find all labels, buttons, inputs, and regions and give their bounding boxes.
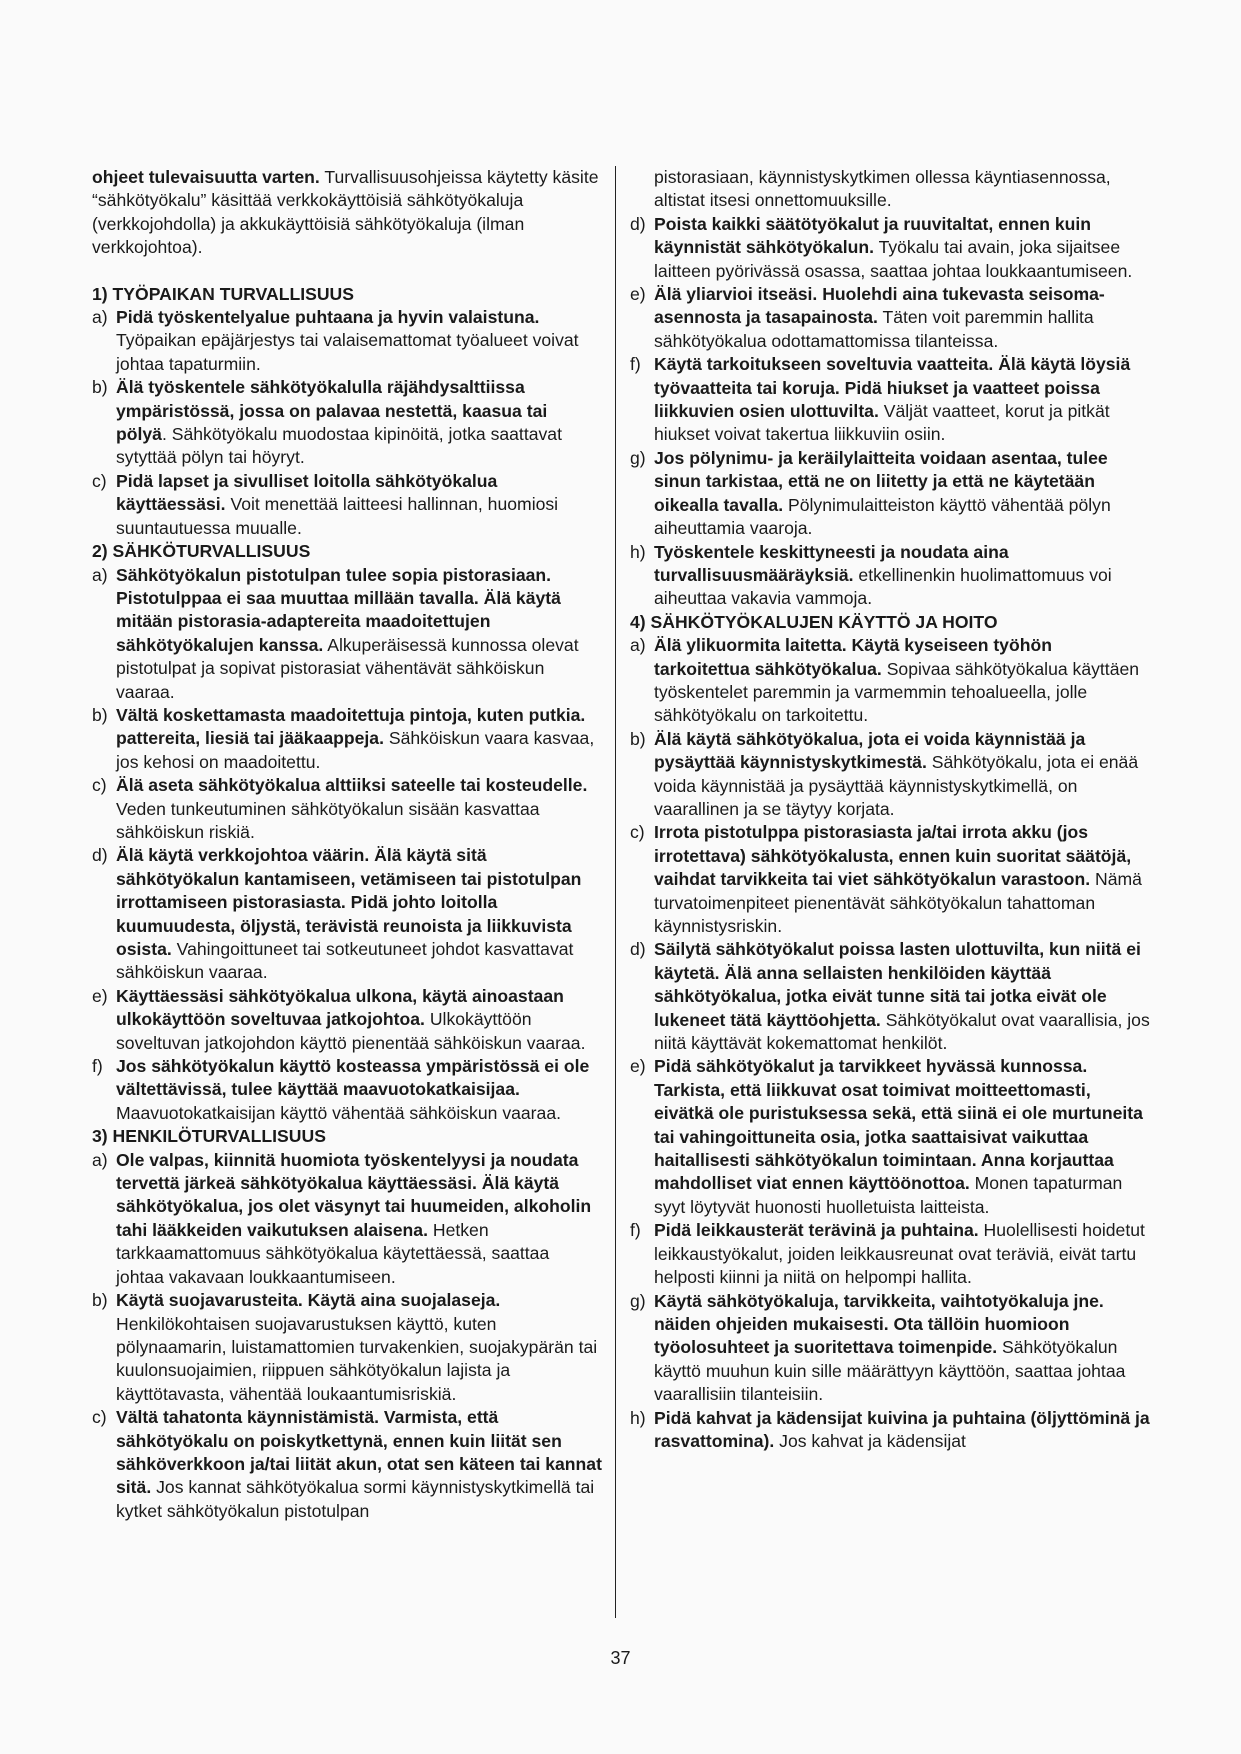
list-item (630, 541, 1152, 611)
item-text (654, 213, 1152, 283)
intro-paragraph: ohjeet tulevaisuutta varten. Turvallisuusohjeissa käytetty käsite “sähkötyökalu” käsittää verkkokäyttöisiä sähkötyökaluja (verkkojohdolla) ja akkukäyttöisiä sähkötyökaluja (ilman verkkojohtoa). (92, 167, 599, 258)
item-bold-text: Vältä koskettamasta maadoitettuja pintoja, kuten putkia. pattereita, liesiä tai jääkaappeja. (116, 704, 586, 749)
item-text (654, 447, 1152, 541)
item-label: a) (92, 564, 108, 585)
item-text (654, 634, 1152, 728)
item-label: c) (92, 1407, 107, 1428)
list-item (92, 306, 602, 376)
continuation-text (630, 166, 1152, 213)
item-body-text: Maavuotokatkaisijan käyttö vähentää sähköiskun vaaraa. (116, 1102, 561, 1123)
list-item (630, 938, 1152, 1055)
item-body-text: Sopivaa sähkötyökalua käyttäen työskentelet paremmin ja varmemmin tehoalueella, jolle sähkötyökalu on tarkoitettu. (654, 658, 1140, 726)
list-item (630, 1055, 1152, 1219)
item-body-text: Monen tapaturman syyt löytyvät huonosti huolletuista laitteista. (654, 1173, 1123, 1217)
right-column (630, 166, 1152, 1453)
item-text (116, 844, 602, 984)
item-label: f) (630, 354, 641, 375)
item-bold-text: Älä ylikuormita laitetta. Käytä kyseiseen työhön tarkoitettua sähkötyökalua. (654, 635, 1052, 679)
item-body-text: Sähkötyökalu, jota ei enää voida käynnistää ja pysäyttää käynnistyskytkimellä, on vaarallinen ja se täytyy korjata. (654, 752, 1139, 819)
list-item (630, 634, 1152, 728)
item-label: g) (630, 447, 646, 468)
list-item (92, 704, 602, 774)
list-item (92, 1055, 602, 1125)
item-label: a) (92, 307, 108, 328)
item-body-text: Henkilökohtaisen suojavarustuksen käyttö, kuten pölynaamarin, luistamattomien turvakenkien, suojakypärän tai kuulonsuojaimien, riippuen sähkötyökalun lajista ja käyttötavasta, vähentää loukaantumisriskiä. (116, 1313, 598, 1404)
item-bold-text: Pidä lapset ja sivulliset loitolla sähkötyökalua käyttäessäsi. (116, 470, 498, 515)
item-bold-text: Käytä suojavarusteita. Käytä aina suojalaseja. (116, 1290, 501, 1311)
list-item (630, 1290, 1152, 1407)
list-item (92, 1289, 602, 1406)
item-text (116, 985, 602, 1055)
item-bold-text: Pidä kahvat ja kädensijat kuivina ja puhtaina (öljyttöminä ja rasvattomina). (654, 1407, 1150, 1451)
manual-page (92, 166, 1150, 1606)
list-item (630, 821, 1152, 938)
item-body-text: Jos kahvat ja kädensijat (774, 1430, 966, 1451)
list-item (92, 1406, 602, 1523)
item-text (654, 1055, 1152, 1219)
item-text (116, 774, 602, 844)
item-bold-text: Älä aseta sähkötyökalua alttiiksi sateelle tai kosteudelle. (116, 775, 588, 796)
section-items-electrical (92, 564, 602, 1126)
item-body-text: Veden tunkeutuminen sähkötyökalun sisään kasvattaa sähköiskun riskiä. (116, 798, 540, 842)
list-item (630, 283, 1152, 353)
item-text (116, 564, 602, 704)
item-bold-text: Säilytä sähkötyökalut poissa lasten ulottuvilta, kun niitä ei käytetä. Älä anna sellaisten henkilöiden käyttää sähkötyökalua, jotka eivät tunne sitä tai jotka eivät ole lukeneet tätä käyttöohjetta. (654, 939, 1141, 1030)
item-text (116, 376, 602, 470)
item-text (654, 541, 1152, 611)
item-body-text: Sähkötyökalut ovat vaarallisia, jos niitä käyttävät kokemattomat henkilöt. (654, 1009, 1150, 1054)
item-body-text: Nämä turvatoimenpiteet pienentävät sähkötyökalun tahattoman käynnistysriskin. (654, 869, 1142, 936)
item-label: a) (630, 635, 646, 656)
item-bold-text: Älä työskentele sähkötyökalulla räjähdysalttiissa ympäristössä, jossa on palavaa nestettä, kaasua tai pölyä (116, 377, 548, 445)
item-body-text: etkellinenkin huolimattomuus voi aiheuttaa vakavia vammoja. (654, 564, 1112, 609)
list-item (630, 213, 1152, 283)
item-label: g) (630, 1290, 646, 1311)
item-body-text: Työpaikan epäjärjestys tai valaisemattomat työalueet voivat johtaa tapaturmiin. (116, 330, 579, 374)
item-text (116, 1289, 602, 1406)
list-item (630, 1407, 1152, 1454)
item-label: c) (92, 775, 107, 796)
item-bold-text: Työskentele keskittyneesti ja noudata aina turvallisuusmääräyksiä. (654, 541, 1009, 585)
item-text (116, 470, 602, 540)
item-text (654, 353, 1152, 447)
item-text (654, 728, 1152, 822)
item-text (654, 283, 1152, 353)
list-item (92, 564, 602, 704)
item-body-text: Ulkokäyttöön soveltuvan jatkojohdon käyttö pienentää sähköiskun vaaraa. (116, 1009, 586, 1053)
item-body-text: Sähkötyökalun käyttö muuhun kuin sille määrättyyn käyttöön, saattaa johtaa vaarallisiin tilanteisiin. (654, 1337, 1126, 1405)
item-label: c) (630, 822, 645, 843)
item-text (116, 1055, 602, 1125)
list-item (92, 470, 602, 540)
item-bold-text: Älä käytä verkkojohtoa väärin. Älä käytä sitä sähkötyökalun kantamiseen, vetämiseen tai pistotulpan irrottamiseen pistorasiasta. Pidä johto loitolla kuumuudesta, öljystä, terävistä reunoista ja liikkuvista osista. (116, 845, 582, 959)
item-label: h) (630, 1407, 646, 1428)
item-label: c) (92, 470, 107, 491)
item-body-text: Voit menettää laitteesi hallinnan, huomiosi suuntautuessa muualle. (116, 494, 559, 538)
item-label: d) (630, 213, 646, 234)
section-items-work-area (92, 306, 602, 540)
item-body-text: Pölynimulaitteiston käyttö vähentää pölyn aiheuttamia vaaroja. (654, 494, 1111, 539)
list-item (92, 985, 602, 1055)
item-text (654, 821, 1152, 938)
item-body-text: Huolellisesti hoidetut leikkaustyökalut, joiden leikkausreunat ovat teräviä, eivät tartu helposti kiinni ja niitä on helpompi hallita. (654, 1220, 1145, 1288)
section-items-tool-use (630, 634, 1152, 1453)
item-bold-text: Käytä sähkötyökaluja, tarvikkeita, vaihtotyökaluja jne. näiden ohjeiden mukaisesti. Ota tällöin huomioon työolosuhteet ja suoritettava toimenpide. (654, 1290, 1104, 1358)
item-bold-text: Sähkötyökalun pistotulpan tulee sopia pistorasiaan. Pistotulppaa ei saa muuttaa millään tavalla. Älä käytä mitään pistorasia-adaptereita maadoitettujen sähkötyökalujen kanssa. (116, 564, 561, 655)
item-bold-text: Ole valpas, kiinnitä huomiota työskentelyysi ja noudata tervettä järkeä sähkötyökalua käyttäessäsi. Älä käytä sähkötyökalua, jos olet väsynyt tai huumeiden, alkoholin tahi lääkkeiden vaikutuksen alaisena. (116, 1149, 592, 1240)
item-bold-text: Käyttäessäsi sähkötyökalua ulkona, käytä ainoastaan ulkokäyttöön soveltuvaa jatkojohtoa. (116, 985, 564, 1030)
item-text (116, 1149, 602, 1289)
item-bold-text: Älä käytä sähkötyökalua, jota ei voida käynnistää ja pysäyttää käynnistyskytkimestä. (654, 728, 1086, 773)
item-body-text: Täten voit paremmin hallita sähkötyökalua odottamattomissa tilanteissa. (654, 307, 1094, 351)
item-bold-text: Poista kaikki säätötyökalut ja ruuvitaltat, ennen kuin käynnistät sähkötyökalun. (654, 213, 1092, 258)
item-bold-text: Jos pölynimu- ja keräilylaitteita voidaan asentaa, tulee sinun tarkistaa, että ne on liitetty ja että ne käytetään oikealla tavalla. (654, 447, 1108, 515)
item-label: d) (92, 845, 108, 866)
item-label: e) (92, 985, 108, 1006)
item-label: b) (92, 704, 108, 725)
section-items-personal-cont (630, 213, 1152, 611)
section-heading-electrical: 2) SÄHKÖTURVALLISUUS (92, 541, 311, 562)
item-label: a) (92, 1149, 108, 1170)
item-bold-text: Vältä tahatonta käynnistämistä. Varmista, että sähkötyökalu on poiskytkettynä, ennen kuin liität sen sähköverkkoon ja/tai liität akun, otat sen käteen tai kannat sitä. (116, 1407, 602, 1498)
item-label: e) (630, 284, 646, 305)
item-body-text: Hetken tarkkaamattomuus sähkötyökalua käytettäessä, saattaa johtaa vakavaan loukkaantumiseen. (116, 1219, 550, 1287)
list-item (92, 774, 602, 844)
section-items-personal (92, 1149, 602, 1524)
item-label: b) (92, 1290, 108, 1311)
list-item (92, 844, 602, 984)
item-bold-text: Jos sähkötyökalun käyttö kosteassa ympäristössä ei ole vältettävissä, tulee käyttää maavuotokatkaisijaa. (116, 1056, 590, 1100)
item-body-text: Sähköiskun vaara kasvaa, jos kehosi on maadoitettu. (116, 728, 595, 772)
item-bold-text: Älä yliarvioi itseäsi. Huolehdi aina tukevasta seisoma-asennosta ja tasapainosta. (654, 284, 1105, 328)
item-bold-text: Irrota pistotulppa pistorasiasta ja/tai irrota akku (jos irrotettava) sähkötyökalusta, ennen kuin suoritat säätöjä, vaihdat tarvikkeita tai viet sähkötyökalun varastoon. (654, 822, 1132, 890)
item-text (116, 1406, 602, 1523)
item-label: b) (630, 728, 646, 749)
item-label: b) (92, 377, 108, 398)
item-text (654, 1407, 1152, 1454)
item-body-text: Työkalu tai avain, joka sijaitsee laitteen pyörivässä osassa, saattaa johtaa loukkaantumiseen. (654, 237, 1133, 281)
item-label: e) (630, 1056, 646, 1077)
list-item (92, 1149, 602, 1289)
list-item (630, 447, 1152, 541)
item-text (654, 1219, 1152, 1289)
item-text (116, 306, 602, 376)
section-heading-tool-use: 4) SÄHKÖTYÖKALUJEN KÄYTTÖ JA HOITO (630, 611, 998, 632)
item-label: f) (92, 1056, 103, 1077)
item-bold-text: Pidä sähkötyökalut ja tarvikkeet hyvässä kunnossa. Tarkista, että liikkuvat osat toimivat moitteettomasti, eivätkä ole puristuksessa sekä, että siinä ei ole murtuneita tai vahingoittuneita osia, jotka saattaisivat vaikuttaa haitallisesti sähkötyökalun toimintaan. Anna korjauttaa mahdolliset viat ennen käyttöönottoa. (654, 1056, 1143, 1194)
item-label: h) (630, 541, 646, 562)
item-bold-text: Pidä leikkausterät terävinä ja puhtaina. (654, 1220, 979, 1241)
item-label: f) (630, 1220, 641, 1241)
item-text: pistorasiaan, käynnistyskytkimen ollessa käyntiasennossa, altistat itsesi onnettomuuksille. (654, 167, 1111, 211)
list-item (630, 353, 1152, 447)
left-column (92, 166, 602, 1523)
item-label: d) (630, 939, 646, 960)
item-bold-text: Pidä työskentelyalue puhtaana ja hyvin valaistuna. (116, 307, 540, 328)
column-divider (615, 166, 616, 1618)
list-item (630, 728, 1152, 822)
section-heading-personal: 3) HENKILÖTURVALLISUUS (92, 1126, 326, 1147)
item-bold-text: Käytä tarkoitukseen soveltuvia vaatteita. Älä käytä löysiä työvaatteita tai koruja. Pidä hiukset ja vaatteet poissa liikkuvien osien ulottuvilta. (654, 354, 1131, 422)
item-body-text: Alkuperäisessä kunnossa olevat pistotulpat ja sopivat pistorasiat vähentävät sähköiskun vaaraa. (116, 634, 579, 702)
section-heading-work-area: 1) TYÖPAIKAN TURVALLISUUS (92, 283, 354, 304)
item-text (654, 938, 1152, 1055)
list-item (92, 376, 602, 470)
page-number: 37 (610, 1648, 631, 1668)
list-item (630, 1219, 1152, 1289)
item-body-text: . Sähkötyökalu muodostaa kipinöitä, jotka saattavat sytyttää pölyn tai höyryt. (116, 424, 562, 468)
item-label (630, 166, 654, 213)
item-body-text: Vahingoittuneet tai sotkeutuneet johdot kasvattavat sähköiskun vaaraa. (116, 939, 574, 983)
item-body-text: Jos kannat sähkötyökalua sormi käynnistyskytkimellä tai kytket sähkötyökalun pistotulpan (116, 1477, 595, 1521)
item-body-text: Väljät vaatteet, korut ja pitkät hiukset voivat takertua liikkuviin osiin. (654, 401, 1110, 445)
item-text (654, 1290, 1152, 1407)
item-text (116, 704, 602, 774)
